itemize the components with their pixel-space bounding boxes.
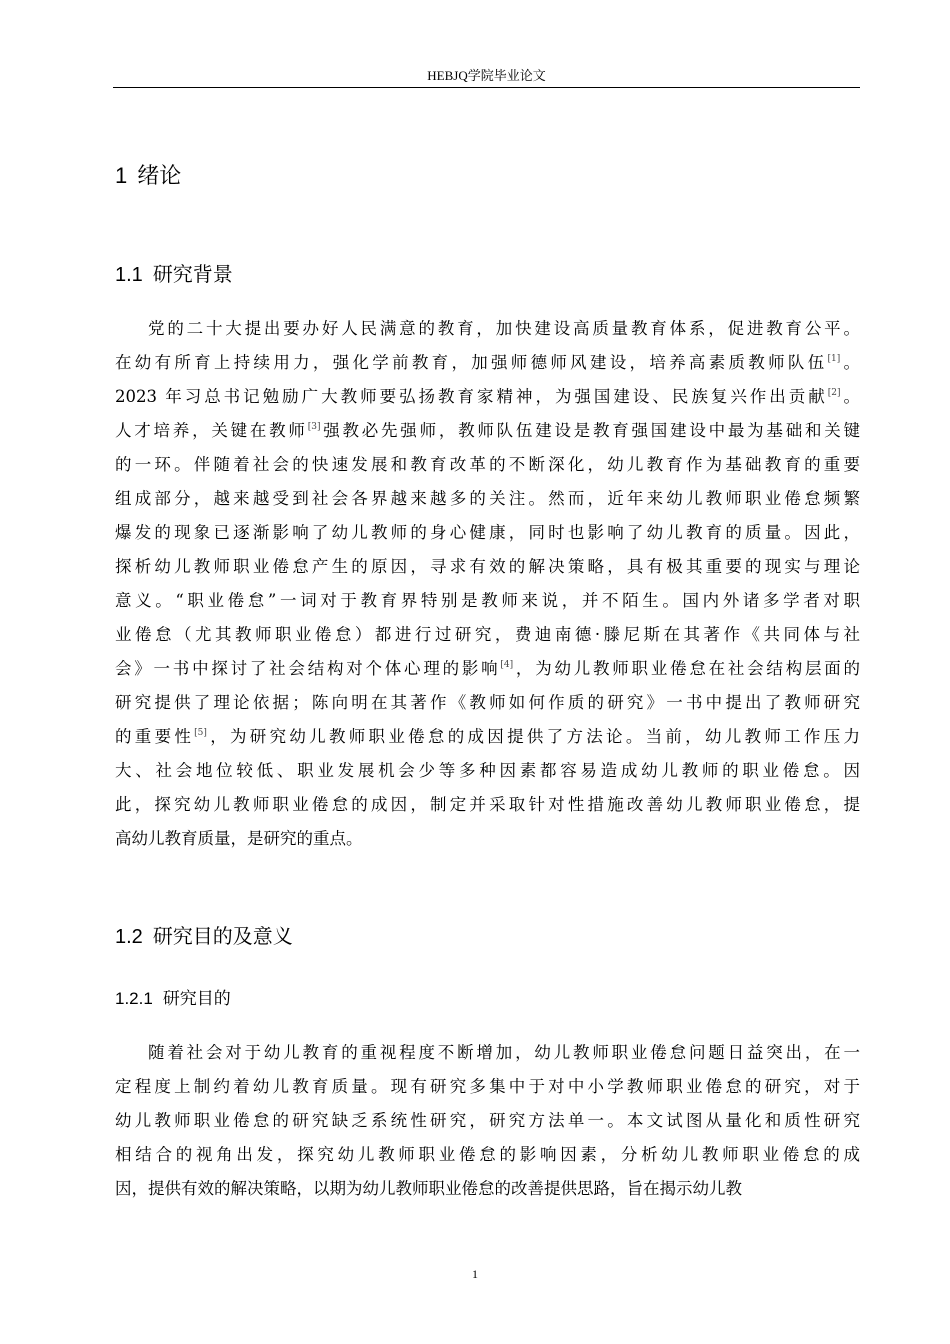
- line-text: 意义。“职业倦怠”一词对于教育界特别是教师来说，并不陌生。国内外诸多学者对职: [115, 591, 860, 610]
- citation-marker[interactable]: [5]: [194, 728, 207, 738]
- line-text-continued: ，为研究幼儿教师职业倦怠的成因提供了方法论。当前，幼儿教师工作压力: [206, 727, 860, 746]
- page-number: 1: [472, 1267, 478, 1281]
- text-line: [115, 550, 860, 584]
- text-line: [115, 346, 860, 380]
- text-line: [115, 584, 860, 618]
- line-text: 的一环。伴随着社会的快速发展和教育改革的不断深化，幼儿教育作为基础教育的重要: [115, 455, 860, 474]
- line-text-continued: ，为幼儿教师职业倦怠在社会结构层面的: [513, 659, 860, 678]
- page-header-title: HEBJQ学院毕业论文: [427, 68, 546, 83]
- line-text: 随着社会对于幼儿教育的重视程度不断增加，幼儿教师职业倦怠问题日益突出，在一: [148, 1043, 860, 1062]
- text-line: [115, 618, 860, 652]
- line-text: 研究提供了理论依据；陈向明在其著作《教师如何作质的研究》一书中提出了教师研究: [115, 693, 860, 712]
- text-line: [115, 788, 860, 822]
- section-heading-background: [115, 259, 233, 290]
- subsection-number: 1.2.1: [115, 989, 153, 1008]
- text-line: [115, 312, 860, 346]
- text-line: [115, 822, 860, 856]
- line-text: 爆发的现象已逐渐影响了幼儿教师的身心健康，同时也影响了幼儿教育的质量。因此，: [115, 523, 860, 542]
- section-title: 研究目的及意义: [152, 924, 293, 948]
- text-line: [115, 448, 860, 482]
- line-text: 党的二十大提出要办好人民满意的教育，加快建设高质量教育体系，促进教育公平。: [148, 319, 860, 338]
- line-text: 业倦怠（尤其教师职业倦怠）都进行过研究，费迪南德·滕尼斯在其著作《共同体与社: [115, 625, 860, 644]
- text-line: [115, 754, 860, 788]
- text-line: [115, 720, 860, 754]
- line-text: 会》一书中探讨了社会结构对个体心理的影响: [115, 659, 501, 678]
- line-text: 此，探究幼儿教师职业倦怠的成因，制定并采取针对性措施改善幼儿教师职业倦怠，提: [115, 795, 860, 814]
- text-line: [115, 1070, 860, 1104]
- line-text: 大、社会地位较低、职业发展机会少等多种因素都容易造成幼儿教师的职业倦怠。因: [115, 761, 860, 780]
- citation-marker[interactable]: [2]: [827, 388, 841, 398]
- line-text: 幼儿教师职业倦怠的研究缺乏系统性研究，研究方法单一。本文试图从量化和质性研究: [115, 1111, 860, 1130]
- line-text: 2023 年习总书记勉励广大教师要弘扬教育家精神，为强国建设、民族复兴作出贡献: [115, 387, 828, 406]
- line-text: 探析幼儿教师职业倦怠产生的原因，寻求有效的解决策略，具有极其重要的现实与理论: [115, 557, 860, 576]
- header-divider: [113, 87, 860, 88]
- chapter-heading: [115, 160, 181, 193]
- text-line: [115, 1138, 860, 1172]
- text-line: [115, 652, 860, 686]
- chapter-title: 绪论: [137, 164, 182, 189]
- line-text-continued: 。: [840, 353, 860, 372]
- line-text-continued: 强教必先强师，教师队伍建设是教育强国建设中最为基础和关键: [320, 421, 860, 440]
- line-text: 定程度上制约着幼儿教育质量。现有研究多集中于对中小学教师职业倦怠的研究，对于: [115, 1077, 860, 1096]
- subsection-heading-purpose: [115, 986, 231, 1012]
- line-text-continued: 。: [840, 387, 860, 406]
- line-text: 在幼有所育上持续用力，强化学前教育，加强师德师风建设，培养高素质教师队伍: [115, 353, 828, 372]
- subsection-title: 研究目的: [162, 989, 231, 1009]
- text-line: [115, 1036, 860, 1070]
- purpose-paragraph: [115, 1036, 860, 1206]
- text-line: [115, 1172, 860, 1206]
- background-paragraph: [115, 312, 860, 856]
- line-text: 的重要性: [115, 727, 195, 746]
- citation-marker[interactable]: [4]: [500, 660, 514, 670]
- text-line: [115, 516, 860, 550]
- text-line: [115, 414, 860, 448]
- section-title: 研究背景: [152, 262, 233, 286]
- citation-marker[interactable]: [3]: [307, 422, 321, 432]
- line-text: 因，提供有效的解决策略，以期为幼儿教师职业倦怠的改善提供思路，旨在揭示幼儿教: [115, 1179, 742, 1198]
- section-number: 1.1: [115, 264, 143, 286]
- line-text: 相结合的视角出发，探究幼儿教师职业倦怠的影响因素，分析幼儿教师职业倦怠的成: [115, 1145, 860, 1164]
- line-text: 高幼儿教育质量，是研究的重点。: [115, 829, 363, 848]
- text-line: [115, 1104, 860, 1138]
- text-line: [115, 482, 860, 516]
- line-text: 人才培养，关键在教师: [115, 421, 308, 440]
- citation-marker[interactable]: [1]: [827, 354, 841, 364]
- section-number: 1.2: [115, 926, 143, 948]
- section-heading-purpose: [115, 921, 293, 952]
- text-line: [115, 380, 860, 414]
- chapter-number: 1: [115, 163, 128, 188]
- text-line: [115, 686, 860, 720]
- line-text: 组成部分，越来越受到社会各界越来越多的关注。然而，近年来幼儿教师职业倦怠频繁: [115, 489, 860, 508]
